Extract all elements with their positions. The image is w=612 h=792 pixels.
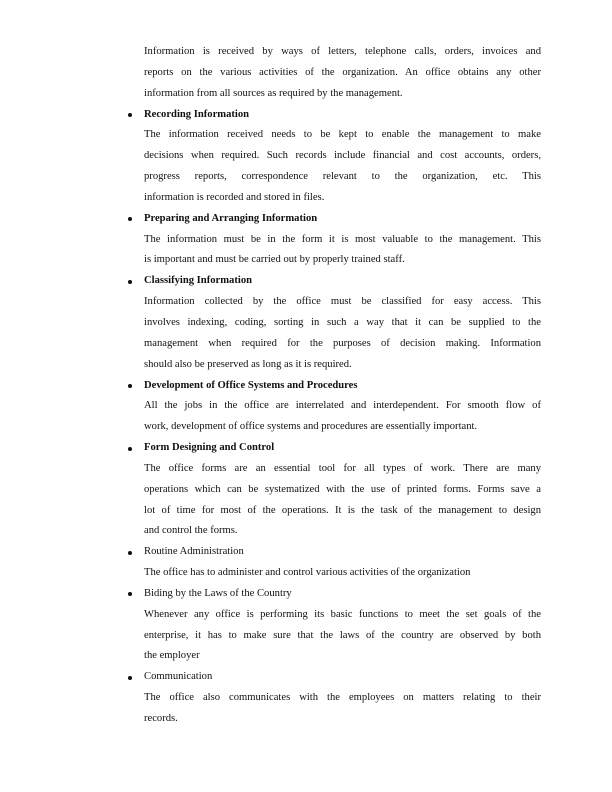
text-line: The office also communicates with the employees on matters relating to their bbox=[144, 692, 541, 704]
heading-text: Classifying Information bbox=[144, 275, 253, 287]
list-item-communication bbox=[144, 667, 541, 730]
list-item-heading bbox=[144, 542, 541, 563]
list-item-heading bbox=[144, 438, 541, 459]
list-item-heading bbox=[144, 376, 541, 397]
bullet-icon bbox=[128, 676, 132, 680]
text-line: enterprise, it has to make sure that the laws of the country are observed by both bbox=[144, 629, 541, 641]
bullet-icon bbox=[128, 447, 132, 451]
text-line: The office has to administer and control various activities of the organization bbox=[144, 567, 471, 579]
text-line: and control the forms. bbox=[144, 525, 238, 537]
text-line: The information received needs to be kept to enable the management to make bbox=[144, 129, 541, 141]
heading-text: Preparing and Arranging Information bbox=[144, 212, 318, 224]
bullet-icon bbox=[128, 592, 132, 596]
bullet-icon bbox=[128, 217, 132, 221]
text-line: Information collected by the office must be classified for easy access. This bbox=[144, 296, 541, 308]
list-item-heading bbox=[144, 209, 541, 230]
heading-text: Routine Administration bbox=[144, 546, 244, 558]
text-line: information is recorded and stored in files. bbox=[144, 191, 325, 203]
bullet-icon bbox=[128, 384, 132, 388]
heading-text: Development of Office Systems and Procedures bbox=[144, 379, 358, 391]
text-line: Information is received by ways of letters, telephone calls, orders, invoices and bbox=[144, 46, 541, 57]
list-item-biding-by-laws bbox=[144, 584, 541, 667]
page-content bbox=[144, 42, 541, 730]
text-line: is important and must be carried out by properly trained staff. bbox=[144, 254, 405, 266]
text-line: work, development of office systems and procedures are essentially important. bbox=[144, 421, 478, 433]
text-line: Whenever any office is performing its basic functions to meet the set goals of the bbox=[144, 608, 541, 620]
bullet-icon bbox=[128, 113, 132, 117]
list-item-routine-administration bbox=[144, 542, 541, 584]
text-line: decisions when required. Such records include financial and cost accounts, orders, bbox=[144, 150, 541, 162]
text-line: records. bbox=[144, 713, 178, 724]
list-item-preparing-arranging-information bbox=[144, 209, 541, 272]
text-line: information from all sources as required by the management. bbox=[144, 87, 403, 99]
list-item-recording-information bbox=[144, 105, 541, 209]
list-item-heading bbox=[144, 667, 541, 688]
text-line: The information must be in the form it is most valuable to the management. This bbox=[144, 233, 541, 245]
text-line: involves indexing, coding, sorting in such a way that it can be supplied to the bbox=[144, 316, 541, 328]
text-line: lot of time for most of the operations. It is the task of the management to design bbox=[144, 504, 541, 516]
list-item-office-systems-procedures bbox=[144, 376, 541, 439]
bullet-icon bbox=[128, 280, 132, 284]
list-item-classifying-information bbox=[144, 271, 541, 375]
bullet-icon bbox=[128, 551, 132, 555]
intro-paragraph bbox=[144, 42, 541, 105]
text-line: management when required for the purposes of decision making. Information bbox=[144, 337, 541, 349]
text-line: The office forms are an essential tool for all types of work. There are many bbox=[144, 462, 541, 474]
heading-text: Recording Information bbox=[144, 108, 250, 120]
text-line: reports on the various activities of the organization. An office obtains any other bbox=[144, 66, 541, 78]
heading-text: Form Designing and Control bbox=[144, 442, 275, 454]
heading-text: Biding by the Laws of the Country bbox=[144, 587, 292, 599]
text-line: should also be preserved as long as it is required. bbox=[144, 358, 352, 370]
list-item-form-designing-control bbox=[144, 438, 541, 542]
list-item-heading bbox=[144, 105, 541, 126]
text-line: the employer bbox=[144, 650, 200, 662]
text-line: All the jobs in the office are interrelated and interdependent. For smooth flow of bbox=[144, 400, 541, 412]
list-item-heading bbox=[144, 584, 541, 605]
text-line: operations which can be systematized with the use of printed forms. Forms save a bbox=[144, 483, 541, 495]
heading-text: Communication bbox=[144, 671, 213, 683]
text-line: progress reports, correspondence relevant to the organization, etc. This bbox=[144, 171, 541, 183]
list-item-heading bbox=[144, 271, 541, 292]
